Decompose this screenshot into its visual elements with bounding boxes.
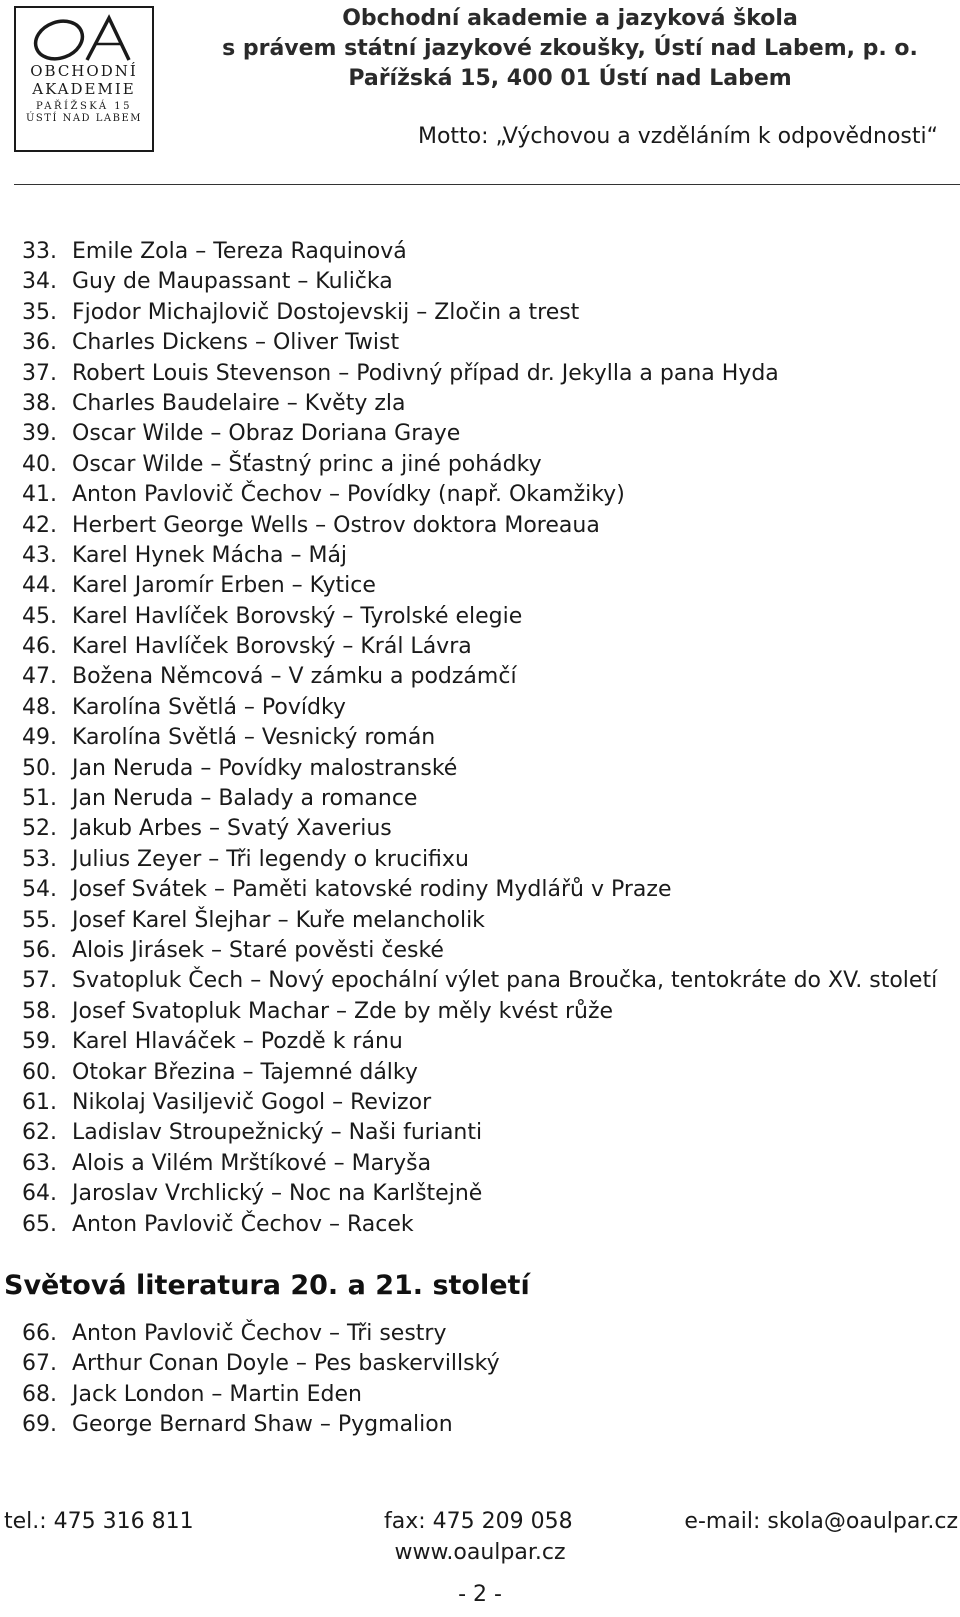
list-item-number: 41. [22,482,57,508]
list-item [22,997,937,1027]
list-item-text: Karel Hlaváček – Pozdě k ránu [72,1029,403,1055]
list-item [22,511,937,541]
school-logo [14,6,154,152]
list-item-number: 45. [22,603,57,629]
list-item-number: 56. [22,937,57,963]
list-item-text: Nikolaj Vasiljevič Gogol – Revizor [72,1089,432,1115]
list-item-text: Robert Louis Stevenson – Podivný případ dr. Jekylla a pana Hyda [72,360,779,386]
list-item [22,1349,500,1379]
list-item-number: 68. [22,1381,57,1407]
list-item [22,1118,937,1148]
oa-monogram-icon [29,14,139,62]
list-item [22,693,937,723]
list-item-number: 52. [22,816,57,842]
header-address: Pařížská 15, 400 01 Ústí nad Labem [348,66,792,91]
list-item-text: Karolína Světlá – Povídky [72,694,346,720]
list-item-number: 62. [22,1120,57,1146]
list-item-text: Božena Němcová – V zámku a podzámčí [72,664,517,690]
list-item-text: Jaroslav Vrchlický – Noc na Karlštejně [72,1181,483,1207]
list-item-text: Emile Zola – Tereza Raquinová [72,239,407,264]
header-school-name: Obchodní akademie a jazyková škola [342,6,798,31]
list-item-number: 66. [22,1321,57,1346]
list-item [22,784,937,814]
footer-fax: fax: 475 209 058 [384,1509,573,1534]
list-item-number: 42. [22,512,57,538]
list-item [22,1088,937,1118]
list-item-text: Jack London – Martin Eden [72,1381,362,1407]
logo-line-1: OBCHODNÍ [30,62,138,80]
list-item [22,450,937,480]
list-item-number: 50. [22,755,57,781]
list-item-text: Arthur Conan Doyle – Pes baskervillský [72,1351,500,1377]
footer-email: e-mail: skola@oaulpar.cz [684,1509,958,1534]
reading-list-part-2 [22,1319,500,1441]
list-item-number: 60. [22,1059,57,1085]
list-item-number: 65. [22,1211,57,1237]
list-item-text: Jan Neruda – Povídky malostranské [72,755,458,781]
list-item-number: 61. [22,1089,57,1115]
list-item-text: George Bernard Shaw – Pygmalion [72,1412,453,1438]
list-item-text: Julius Zeyer – Tři legendy o krucifixu [72,846,469,872]
list-item [22,1380,500,1410]
list-item [22,328,937,358]
list-item [22,936,937,966]
list-item-text: Karel Havlíček Borovský – Král Lávra [72,634,472,660]
list-item-number: 55. [22,907,57,933]
list-item-text: Jan Neruda – Balady a romance [72,786,418,812]
list-item-text: Alois a Vilém Mrštíkové – Maryša [72,1150,432,1176]
list-item [22,875,937,905]
list-item-text: Otokar Březina – Tajemné dálky [72,1059,418,1085]
logo-line-3: PAŘÍŽSKÁ 15 [35,101,132,112]
list-item [22,359,937,389]
logo-line-2: AKADEMIE [32,80,136,98]
list-item-text: Karel Hynek Mácha – Máj [72,542,348,568]
list-item [22,1210,937,1240]
list-item [22,1149,937,1179]
list-item-text: Fjodor Michajlovič Dostojevskij – Zločin a trest [72,299,580,325]
header-school-status: s právem státní jazykové zkoušky, Ústí nad Labem, p. o. [222,36,918,61]
list-item-text: Anton Pavlovič Čechov – Povídky (např. Okamžiky) [72,482,625,508]
section-heading: Světová literatura 20. a 21. století [4,1270,530,1301]
list-item [22,1058,937,1088]
list-item-text: Ladislav Stroupežnický – Naši furianti [72,1120,483,1146]
list-item-number: 36. [22,330,57,356]
list-item-number: 39. [22,421,57,447]
list-item [22,906,937,936]
list-item-text: Karolína Světlá – Vesnický román [72,725,436,751]
footer-phone: tel.: 475 316 811 [4,1509,194,1534]
list-item-number: 51. [22,786,57,812]
list-item-text: Anton Pavlovič Čechov – Tři sestry [72,1321,447,1346]
list-item-text: Svatopluk Čech – Nový epochální výlet pana Broučka, tentokráte do XV. století [72,968,938,994]
list-item-number: 46. [22,634,57,660]
list-item-number: 58. [22,998,57,1024]
list-item-number: 67. [22,1351,57,1377]
list-item-number: 57. [22,968,57,994]
list-item-text: Charles Baudelaire – Květy zla [72,390,406,416]
list-item [22,814,937,844]
list-item [22,267,937,297]
list-item [22,1319,500,1349]
reading-list-part-1 [22,237,937,1240]
list-item-text: Josef Karel Šlejhar – Kuře melancholik [72,907,485,933]
list-item-number: 40. [22,451,57,477]
list-item-text: Josef Svatopluk Machar – Zde by měly kvést růže [72,998,614,1024]
header-divider [14,184,960,185]
list-item-text: Oscar Wilde – Šťastný princ a jiné pohádky [72,451,542,477]
list-item-text: Karel Jaromír Erben – Kytice [72,573,376,599]
list-item-number: 33. [22,239,57,264]
list-item-number: 54. [22,877,57,903]
list-item-number: 53. [22,846,57,872]
list-item-number: 69. [22,1412,57,1438]
list-item-text: Charles Dickens – Oliver Twist [72,330,400,356]
list-item [22,966,937,996]
list-item [22,389,937,419]
list-item-number: 44. [22,573,57,599]
list-item [22,298,937,328]
list-item-text: Guy de Maupassant – Kulička [72,269,393,295]
list-item [22,632,937,662]
list-item [22,1027,937,1057]
list-item-text: Karel Havlíček Borovský – Tyrolské elegie [72,603,523,629]
footer-website: www.oaulpar.cz [394,1540,566,1565]
list-item-text: Jakub Arbes – Svatý Xaverius [72,816,392,842]
list-item [22,419,937,449]
list-item-number: 59. [22,1029,57,1055]
list-item-number: 43. [22,542,57,568]
page-number: - 2 - [458,1582,502,1607]
list-item-number: 37. [22,360,57,386]
list-item-text: Alois Jirásek – Staré pověsti české [72,937,444,963]
list-item [22,541,937,571]
header-motto: Motto: „Výchovou a vzděláním k odpovědnosti“ [417,124,938,149]
list-item [22,1410,500,1440]
list-item-text: Herbert George Wells – Ostrov doktora Moreaua [72,512,600,538]
list-item [22,723,937,753]
logo-line-4: ÚSTÍ NAD LABEM [26,113,142,124]
list-item-number: 64. [22,1181,57,1207]
list-item [22,662,937,692]
list-item-number: 48. [22,694,57,720]
list-item [22,1179,937,1209]
list-item-number: 38. [22,390,57,416]
list-item [22,571,937,601]
list-item [22,602,937,632]
list-item-number: 47. [22,664,57,690]
list-item-text: Josef Svátek – Paměti katovské rodiny Mydlářů v Praze [72,877,672,903]
list-item-number: 49. [22,725,57,751]
list-item-number: 35. [22,299,57,325]
list-item-text: Anton Pavlovič Čechov – Racek [72,1211,414,1237]
list-item-number: 34. [22,269,57,295]
list-item [22,754,937,784]
list-item-text: Oscar Wilde – Obraz Doriana Graye [72,421,461,447]
list-item [22,480,937,510]
list-item-number: 63. [22,1150,57,1176]
list-item [22,845,937,875]
list-item [22,237,937,267]
